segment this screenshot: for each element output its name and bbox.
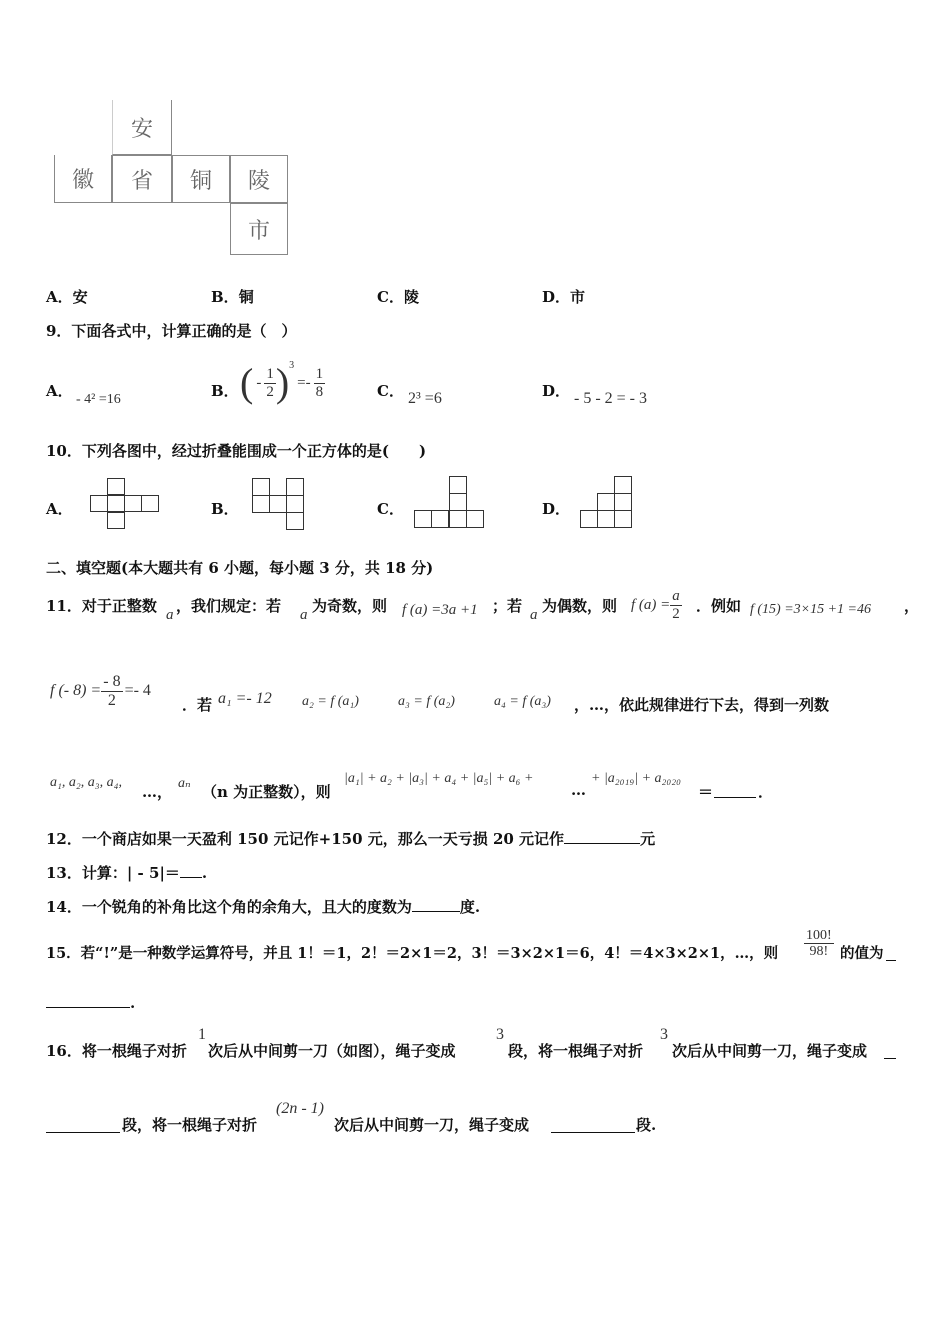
q11-an: aₙ <box>178 776 191 791</box>
net-b-cell <box>269 495 287 513</box>
q16-p6: 次后从中间剪一刀，绳子变成 <box>334 1116 530 1134</box>
q10-stem: 10．下列各图中，经过折叠能围成一个正方体的是( ) <box>46 442 427 460</box>
q16-n3a: 3 <box>496 1026 504 1043</box>
fraction-half: $\frac{1}{2}$ <box>266 366 274 400</box>
q8-option-a: A．安 <box>46 288 88 306</box>
q15-line-1 <box>46 928 926 974</box>
q11-ex2-lhs: f (- 8) = <box>50 682 102 699</box>
q14 <box>46 896 480 917</box>
q11-p7: ．若 <box>182 696 213 714</box>
q16-answer-blank-c[interactable] <box>551 1132 635 1133</box>
q8-option-b: B．铜 <box>211 288 254 306</box>
q16-line-2 <box>46 1096 926 1136</box>
q11-p4: ；若 <box>492 597 523 615</box>
q9-option-d-label: D． <box>542 382 571 400</box>
q11-p2: ，我们规定：若 <box>176 597 282 615</box>
net-b-cell <box>252 478 270 496</box>
q11-line-1 <box>46 585 926 625</box>
q11-p5: 为偶数，则 <box>542 597 618 615</box>
exponent: 3 <box>289 360 295 371</box>
net-cell-sheng: 省 <box>112 155 172 203</box>
q16-expr: (2n - 1) <box>276 1100 324 1117</box>
q11-example-1: f (15) =3×15 +1 =46 <box>750 602 872 617</box>
q15-text: 15．若“!”是一种数学运算符号，并且 1！＝1，2！＝2×1＝2，3！＝3×2×1＝6，4！＝4×3×2×1，…，则 <box>46 945 779 962</box>
q11-line-2 <box>46 668 926 714</box>
q11-comma: ， <box>904 597 920 615</box>
q14-text: 14．一个锐角的补角比这个角的余角大，且大的度数为 <box>46 898 412 916</box>
q9-option-b-expr <box>240 358 325 408</box>
q16-p1: 16．将一根绳子对折 <box>46 1042 187 1060</box>
net-cell-shi: 市 <box>230 203 288 255</box>
q11-line-3 <box>46 765 926 805</box>
q9-option-c-label: C． <box>377 382 404 400</box>
net-d-cell <box>580 510 598 528</box>
net-a-cell <box>90 495 108 512</box>
q11-fa-even-lhs: f (a) = <box>631 596 671 613</box>
q11-fa-even <box>631 585 682 625</box>
net-d-cell <box>597 510 615 528</box>
q11-a3: a₃ = f (a₂) <box>398 694 455 709</box>
q11-answer-blank[interactable] <box>714 797 756 798</box>
net-cell-an: 安 <box>112 100 172 155</box>
q11-p1: 11．对于正整数 <box>46 597 157 615</box>
q9-option-b-label: B． <box>211 382 239 400</box>
q10-option-a-label: A． <box>46 500 73 518</box>
q9-option-a-label: A． <box>46 382 73 400</box>
q14-end: 度. <box>459 898 481 916</box>
q15-answer-blank-a[interactable] <box>886 960 896 961</box>
net-c-cell <box>449 476 467 494</box>
net-b-cell <box>252 495 270 513</box>
q11-period: ． <box>758 783 774 801</box>
q11-a2: a₂ = f (a₁) <box>302 694 359 709</box>
net-c-cell <box>431 510 449 528</box>
q12-text: 12．一个商店如果一天盈利 150 元记作+150 元，那么一天亏损 20 元记作 <box>46 830 565 848</box>
q16-answer-blank-a[interactable] <box>884 1058 896 1059</box>
lparen: ( <box>240 360 254 405</box>
net-b-cell <box>286 495 304 513</box>
net-c-cell <box>414 510 432 528</box>
q11-p3: 为奇数，则 <box>312 597 388 615</box>
net-c-cell <box>466 510 484 528</box>
net-c-cell <box>449 510 467 528</box>
net-a-cell <box>124 495 142 512</box>
q13 <box>46 862 207 883</box>
net-cell-tong: 铜 <box>172 155 230 203</box>
q13-end: . <box>201 864 208 882</box>
q16-p7: 段. <box>636 1116 657 1134</box>
net-d-cell <box>597 493 615 511</box>
q12-unit: 元 <box>640 830 656 848</box>
q9-option-d-expr: - 5 - 2 = - 3 <box>574 390 648 407</box>
q10-net-a <box>90 478 160 530</box>
q16-p5: 段，将一根绳子对折 <box>122 1116 258 1134</box>
q11-var-a-3: a <box>530 607 538 623</box>
q10-net-c <box>414 476 486 530</box>
q14-answer-blank[interactable] <box>412 911 460 912</box>
q10-net-d <box>580 476 636 532</box>
q12 <box>46 828 655 849</box>
q11-a1: a₁ =- 12 <box>218 690 272 707</box>
q8-option-c: C．陵 <box>377 288 419 306</box>
fraction-eighth: $\frac{1}{8}$ <box>315 366 324 400</box>
cube-net-figure <box>52 100 292 260</box>
q10-option-d-label: D． <box>542 500 571 518</box>
q11-sum-dots: … <box>571 781 586 799</box>
q10-net-b <box>252 478 306 532</box>
q16-p2: 次后从中间剪一刀（如图），绳子变成 <box>208 1042 456 1060</box>
q11-sum-expr: |a₁| + a₂ + |a₃| + a₄ + |a₅| + a₆ + <box>344 771 534 786</box>
q11-example-2 <box>50 668 151 714</box>
q11-ex2-rhs: =- 4 <box>124 682 151 699</box>
rparen: ) <box>275 360 290 405</box>
q16-p3: 段，将一根绳子对折 <box>508 1042 644 1060</box>
q15-answer-blank-b[interactable] <box>46 1007 130 1008</box>
net-a-cell <box>141 495 159 512</box>
q15-end2: . <box>130 994 136 1012</box>
net-b-cell <box>286 478 304 496</box>
q13-text: 13．计算：| - 5|＝ <box>46 864 180 882</box>
q8-option-d: D．市 <box>542 288 586 306</box>
q10-option-c-label: C． <box>377 500 404 518</box>
q13-answer-blank[interactable] <box>180 877 202 878</box>
q9-stem: 9．下面各式中，计算正确的是（ ） <box>46 322 297 340</box>
q16-n1: 1 <box>198 1026 206 1043</box>
q11-p9: （n 为正整数），则 <box>202 783 331 801</box>
net-d-cell <box>614 510 632 528</box>
q11-sequence: a₁, a₂, a₃, a₄, <box>50 775 122 790</box>
net-cell-hui: 徽 <box>54 155 112 203</box>
minus-sign: - <box>256 374 262 391</box>
q11-fa-odd: f (a) =3a +1 <box>402 602 478 618</box>
net-a-cell <box>107 495 125 512</box>
q16-p4: 次后从中间剪一刀，绳子变成 <box>672 1042 868 1060</box>
q11-p8: ，…，依此规律进行下去，得到一列数 <box>574 696 830 714</box>
equals-minus: =- <box>297 374 311 391</box>
net-d-cell <box>614 476 632 494</box>
q11-ex2-frac: $\frac{- 8}{2}$ <box>103 672 121 709</box>
net-a-cell <box>107 478 125 495</box>
q11-var-a: a <box>166 607 174 623</box>
q15-line-2 <box>46 994 135 1012</box>
q11-sequence-dots: …， <box>142 783 173 801</box>
net-cell-ling: 陵 <box>230 155 288 203</box>
q11-a4: a₄ = f (a₃) <box>494 694 551 709</box>
q15-fraction <box>804 928 834 960</box>
q12-answer-blank[interactable] <box>564 843 640 844</box>
q11-sum-tail: + |a₂₀₁₉| + a₂₀₂₀ <box>591 771 682 786</box>
q11-p6: ．例如 <box>696 597 742 615</box>
q11-fa-even-frac: $\frac{a}{2}$ <box>672 588 680 622</box>
q11-var-a-2: a <box>300 607 308 623</box>
q9-option-c-expr: 2³ =6 <box>408 390 442 407</box>
section-heading-fill-in: 二、填空题(本大题共有 6 小题，每小题 3 分，共 18 分) <box>46 559 434 577</box>
net-a-cell <box>107 512 125 529</box>
net-d-cell <box>614 493 632 511</box>
q10-option-b-label: B． <box>211 500 239 518</box>
q15-frac: $\frac{100!}{98!}$ <box>806 928 832 960</box>
q16-line-1 <box>46 1024 926 1064</box>
net-b-cell <box>286 512 304 530</box>
q16-n3b: 3 <box>660 1026 668 1043</box>
q15-end: 的值为 <box>840 945 884 962</box>
net-c-cell <box>449 493 467 511</box>
q9-option-a-expr: - 4² =16 <box>76 392 121 407</box>
q11-equals: ＝ <box>698 783 714 801</box>
q16-answer-blank-b[interactable] <box>46 1132 120 1133</box>
